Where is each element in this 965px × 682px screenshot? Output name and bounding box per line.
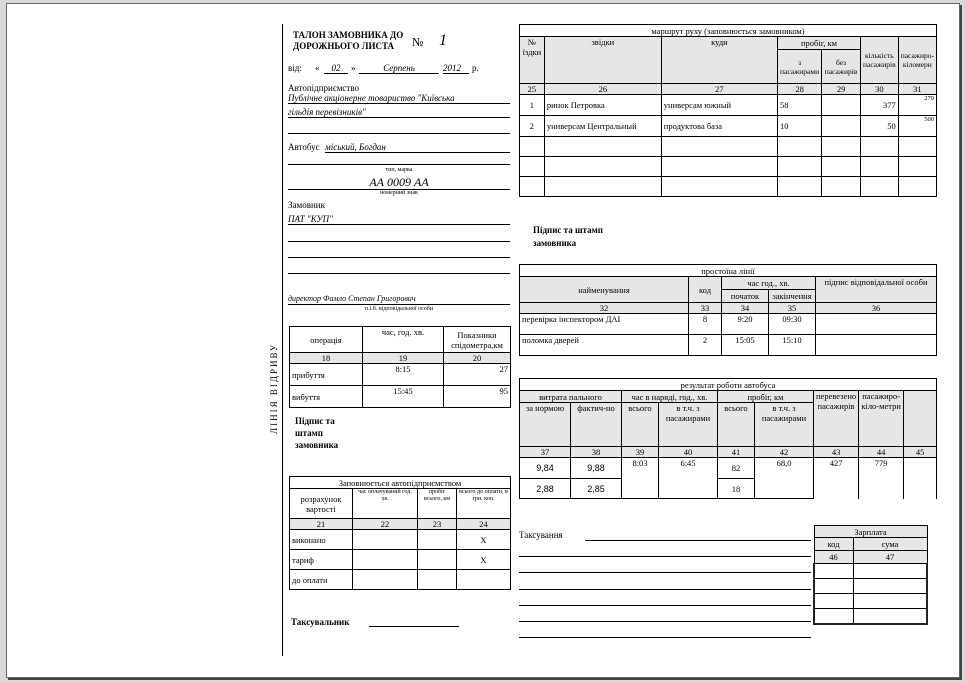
company-num: 23: [418, 519, 457, 530]
results-num: 39: [622, 447, 659, 458]
plate-number: АА 0009 АА: [288, 176, 510, 190]
idle-cell: [816, 314, 937, 335]
idle-header-time: час год., хв.: [722, 277, 816, 290]
results-num: 44: [859, 447, 904, 458]
bus-label: Автобус: [288, 142, 320, 152]
company-cell: [457, 570, 511, 590]
route-cell: продуктова база: [661, 116, 777, 137]
company-cell: виконано: [290, 530, 353, 550]
results-num: 45: [904, 447, 937, 458]
route-num: 31: [898, 84, 936, 95]
salary-header-sum: сума: [853, 538, 927, 551]
company-cell: [418, 550, 457, 570]
route-header-no: № їздки: [520, 37, 545, 84]
salary-empty-row: [814, 609, 927, 624]
route-cell: универсам южный: [661, 95, 777, 116]
idle-cell: 2: [689, 335, 722, 356]
idle-cell: 15:10: [769, 335, 816, 356]
route-cell: универсам Центральный: [544, 116, 661, 137]
salary-table: [813, 525, 928, 625]
cut-line: [282, 24, 283, 656]
results-cell: 2,85: [571, 479, 622, 499]
results-header-total-mileage: всього: [718, 403, 755, 447]
company-cell: [418, 570, 457, 590]
ops-cell: 15:45: [363, 386, 444, 408]
company-header: час оплачуваний год. хв.: [353, 489, 418, 519]
results-header-fuel: витрата пального: [520, 391, 622, 403]
ops-cell: 95: [444, 386, 511, 408]
route-header-passkm: пасажиро-кіломери: [898, 37, 936, 84]
route-empty-row: [520, 157, 937, 177]
route-cell: 58: [778, 95, 822, 116]
taxing-line: [519, 588, 811, 590]
results-cell: 6:45: [659, 458, 718, 499]
taxing-line: [519, 636, 811, 638]
company-cell: тариф: [290, 550, 353, 570]
taxing-line: [519, 604, 811, 606]
idle-header-end: закінчення: [769, 290, 816, 303]
company-header: всього до оплати, в грн. коп.: [457, 489, 511, 519]
results-header-total-time: всього: [622, 403, 659, 447]
route-header-without-pass: без пасажирів: [822, 50, 861, 84]
route-num: 30: [861, 84, 899, 95]
taxing-label: Таксування: [519, 530, 563, 540]
route-cell: [822, 116, 861, 137]
blank-line: [288, 132, 510, 134]
idle-cell: [816, 335, 937, 356]
results-num: 43: [814, 447, 859, 458]
company-cell: [353, 530, 418, 550]
idle-cell: 09:30: [769, 314, 816, 335]
director-caption: п.і.б. відповідальної особи: [364, 306, 434, 312]
results-num: 40: [659, 447, 718, 458]
results-header-mileage: пробіг, км: [718, 391, 814, 403]
taxing-line: [519, 620, 811, 622]
results-cell: 2,88: [520, 479, 571, 499]
idle-num: 34: [722, 303, 769, 314]
results-num: 41: [718, 447, 755, 458]
company-header: пробіг всього, км: [418, 489, 457, 519]
results-cell: 18: [718, 479, 755, 499]
results-cell: 9,84: [520, 458, 571, 479]
number-sign: №: [412, 35, 424, 49]
ops-cell: 8:15: [363, 364, 444, 386]
taxing-line: [519, 555, 811, 557]
route-cell: 10: [778, 116, 822, 137]
route-cell: 377: [861, 95, 899, 116]
route-cell: [822, 95, 861, 116]
salary-empty-row: [814, 564, 927, 579]
route-num: 26: [544, 84, 661, 95]
taxing-line: [585, 539, 811, 541]
route-num: 25: [520, 84, 545, 95]
company-cell: Х: [457, 530, 511, 550]
ops-cell: 27: [444, 364, 511, 386]
route-header-count: кількість пасажирів: [861, 37, 899, 84]
operations-table: [289, 326, 511, 408]
route-cell: 1: [520, 95, 545, 116]
results-header-norm: за нормою: [520, 403, 571, 447]
route-header-mileage: пробіг, км: [778, 37, 861, 50]
taxer-line: [369, 625, 459, 627]
ops-num: 20: [444, 353, 511, 364]
results-header-empty: [904, 391, 937, 447]
route-cell: 50: [861, 116, 899, 137]
idle-num: 32: [520, 303, 689, 314]
ops-header: Показники спідометра,км: [444, 327, 511, 353]
company-num: 22: [353, 519, 418, 530]
director-value: директор Фамло Степан Григорович: [288, 294, 510, 305]
route-cell: 2: [520, 116, 545, 137]
results-header-carried: перевезено пасажирів: [814, 391, 859, 447]
blank-line: [288, 272, 510, 274]
route-empty-row: [520, 177, 937, 197]
route-header-with-pass: з пасажирами: [778, 50, 822, 84]
date-month: Серпень: [359, 63, 439, 74]
idle-cell: 9:20: [722, 314, 769, 335]
blank-line: [288, 163, 510, 165]
sign1-line3: замовника: [295, 440, 339, 450]
company-label: Автопідприємство: [288, 83, 360, 93]
date-suffix: р.: [472, 63, 479, 73]
ops-header: час, год. хв.: [363, 327, 444, 353]
idle-header-sign: підпис відповідальної особи: [816, 277, 937, 303]
sign1-line2: штамп: [295, 428, 323, 438]
salary-title: Зарплата: [814, 526, 927, 538]
results-table: [519, 378, 937, 499]
plate-small: тип, марка: [385, 167, 413, 173]
cut-line-label: ЛІНІЯ ВІДРИВУ: [269, 342, 279, 434]
taxer-label: Таксувальник: [291, 617, 350, 627]
results-cell: 779: [859, 458, 904, 499]
idle-table: [519, 264, 937, 356]
blank-line: [288, 240, 510, 242]
results-cell: 8:03: [622, 458, 659, 499]
title-line1: ТАЛОН ЗАМОВНИКА ДО: [293, 30, 404, 40]
route-table: [519, 24, 937, 197]
route-cell: 500: [898, 116, 936, 137]
ops-num: 18: [290, 353, 363, 364]
blank-line: [288, 256, 510, 258]
date-close: »: [351, 63, 356, 73]
route-cell: 279: [898, 95, 936, 116]
salary-empty-row: [814, 579, 927, 594]
results-cell: 82: [718, 458, 755, 479]
ops-cell: вибуття: [290, 386, 363, 408]
customer-value: ПАТ "КУП": [288, 214, 510, 225]
sign1-line1: Підпис та: [295, 416, 335, 426]
title-line2: ДОРОЖНЬОГО ЛИСТА: [293, 41, 395, 51]
results-header-time: час в наряді, год., хв.: [622, 391, 718, 403]
idle-cell: 8: [689, 314, 722, 335]
company-cell: [353, 550, 418, 570]
document-page: [6, 3, 960, 678]
idle-num: 35: [769, 303, 816, 314]
date-from: від:: [288, 63, 302, 73]
salary-num: 46: [814, 551, 853, 564]
sign2-line1: Підпис та штамп: [533, 225, 603, 235]
company-num: 24: [457, 519, 511, 530]
company-header: розрахунок вартості: [290, 489, 353, 519]
results-header-with-time: в т.ч. з пасажирами: [659, 403, 718, 447]
route-header-to: куди: [661, 37, 777, 84]
results-header-fact: фактич-но: [571, 403, 622, 447]
ops-cell: прибуття: [290, 364, 363, 386]
idle-header-name: найменування: [520, 277, 689, 303]
idle-cell: перевірка інспектором ДАІ: [520, 314, 689, 335]
customer-label: Замовник: [288, 200, 325, 210]
idle-num: 36: [816, 303, 937, 314]
company-cell: до оплати: [290, 570, 353, 590]
route-num: 28: [778, 84, 822, 95]
idle-num: 33: [689, 303, 722, 314]
results-cell: [904, 458, 937, 499]
company-cell: [353, 570, 418, 590]
company-cell: Х: [457, 550, 511, 570]
ops-num: 19: [363, 353, 444, 364]
salary-header-code: код: [814, 538, 853, 551]
company-num: 21: [290, 519, 353, 530]
company-table-title: Заповнюється автопідприємством: [290, 477, 511, 489]
results-header-passkm: пасажиро-кіло-метри: [859, 391, 904, 447]
route-num: 29: [822, 84, 861, 95]
company-line1: Публічне акціонерне товариство "Київська: [288, 93, 510, 104]
results-cell: 9,88: [571, 458, 622, 479]
results-num: 37: [520, 447, 571, 458]
date-open: «: [315, 63, 320, 73]
document-number: 1: [439, 32, 447, 49]
results-num: 38: [571, 447, 622, 458]
ops-header: операція: [290, 327, 363, 353]
company-line2: гільдія перевізників": [288, 107, 510, 118]
company-cell: [418, 530, 457, 550]
salary-empty-row: [814, 594, 927, 609]
idle-header-start: початок: [722, 290, 769, 303]
results-title: результат роботи автобуса: [520, 379, 937, 391]
taxing-line: [519, 571, 811, 573]
results-num: 42: [755, 447, 814, 458]
sign2-line2: замовника: [533, 238, 577, 248]
salary-num: 47: [853, 551, 927, 564]
results-cell: 68,0: [755, 458, 814, 499]
idle-header-code: код: [689, 277, 722, 303]
results-header-with-mileage: в т.ч. з пасажирами: [755, 403, 814, 447]
route-title: маршрут руху (заповнюється замовником): [520, 25, 937, 37]
idle-cell: 15:05: [722, 335, 769, 356]
route-num: 27: [661, 84, 777, 95]
plate-caption: номерний знак: [380, 190, 418, 196]
company-table: [289, 476, 511, 590]
route-empty-row: [520, 137, 937, 157]
route-header-from: звідки: [544, 37, 661, 84]
date-year: 2012: [443, 63, 469, 74]
idle-cell: поломка дверей: [520, 335, 689, 356]
bus-value: міський, Богдан: [325, 142, 510, 153]
results-cell: 427: [814, 458, 859, 499]
route-cell: ринок Петровка: [544, 95, 661, 116]
idle-title: простоїна лінії: [520, 265, 937, 277]
date-day: 02: [324, 63, 348, 74]
